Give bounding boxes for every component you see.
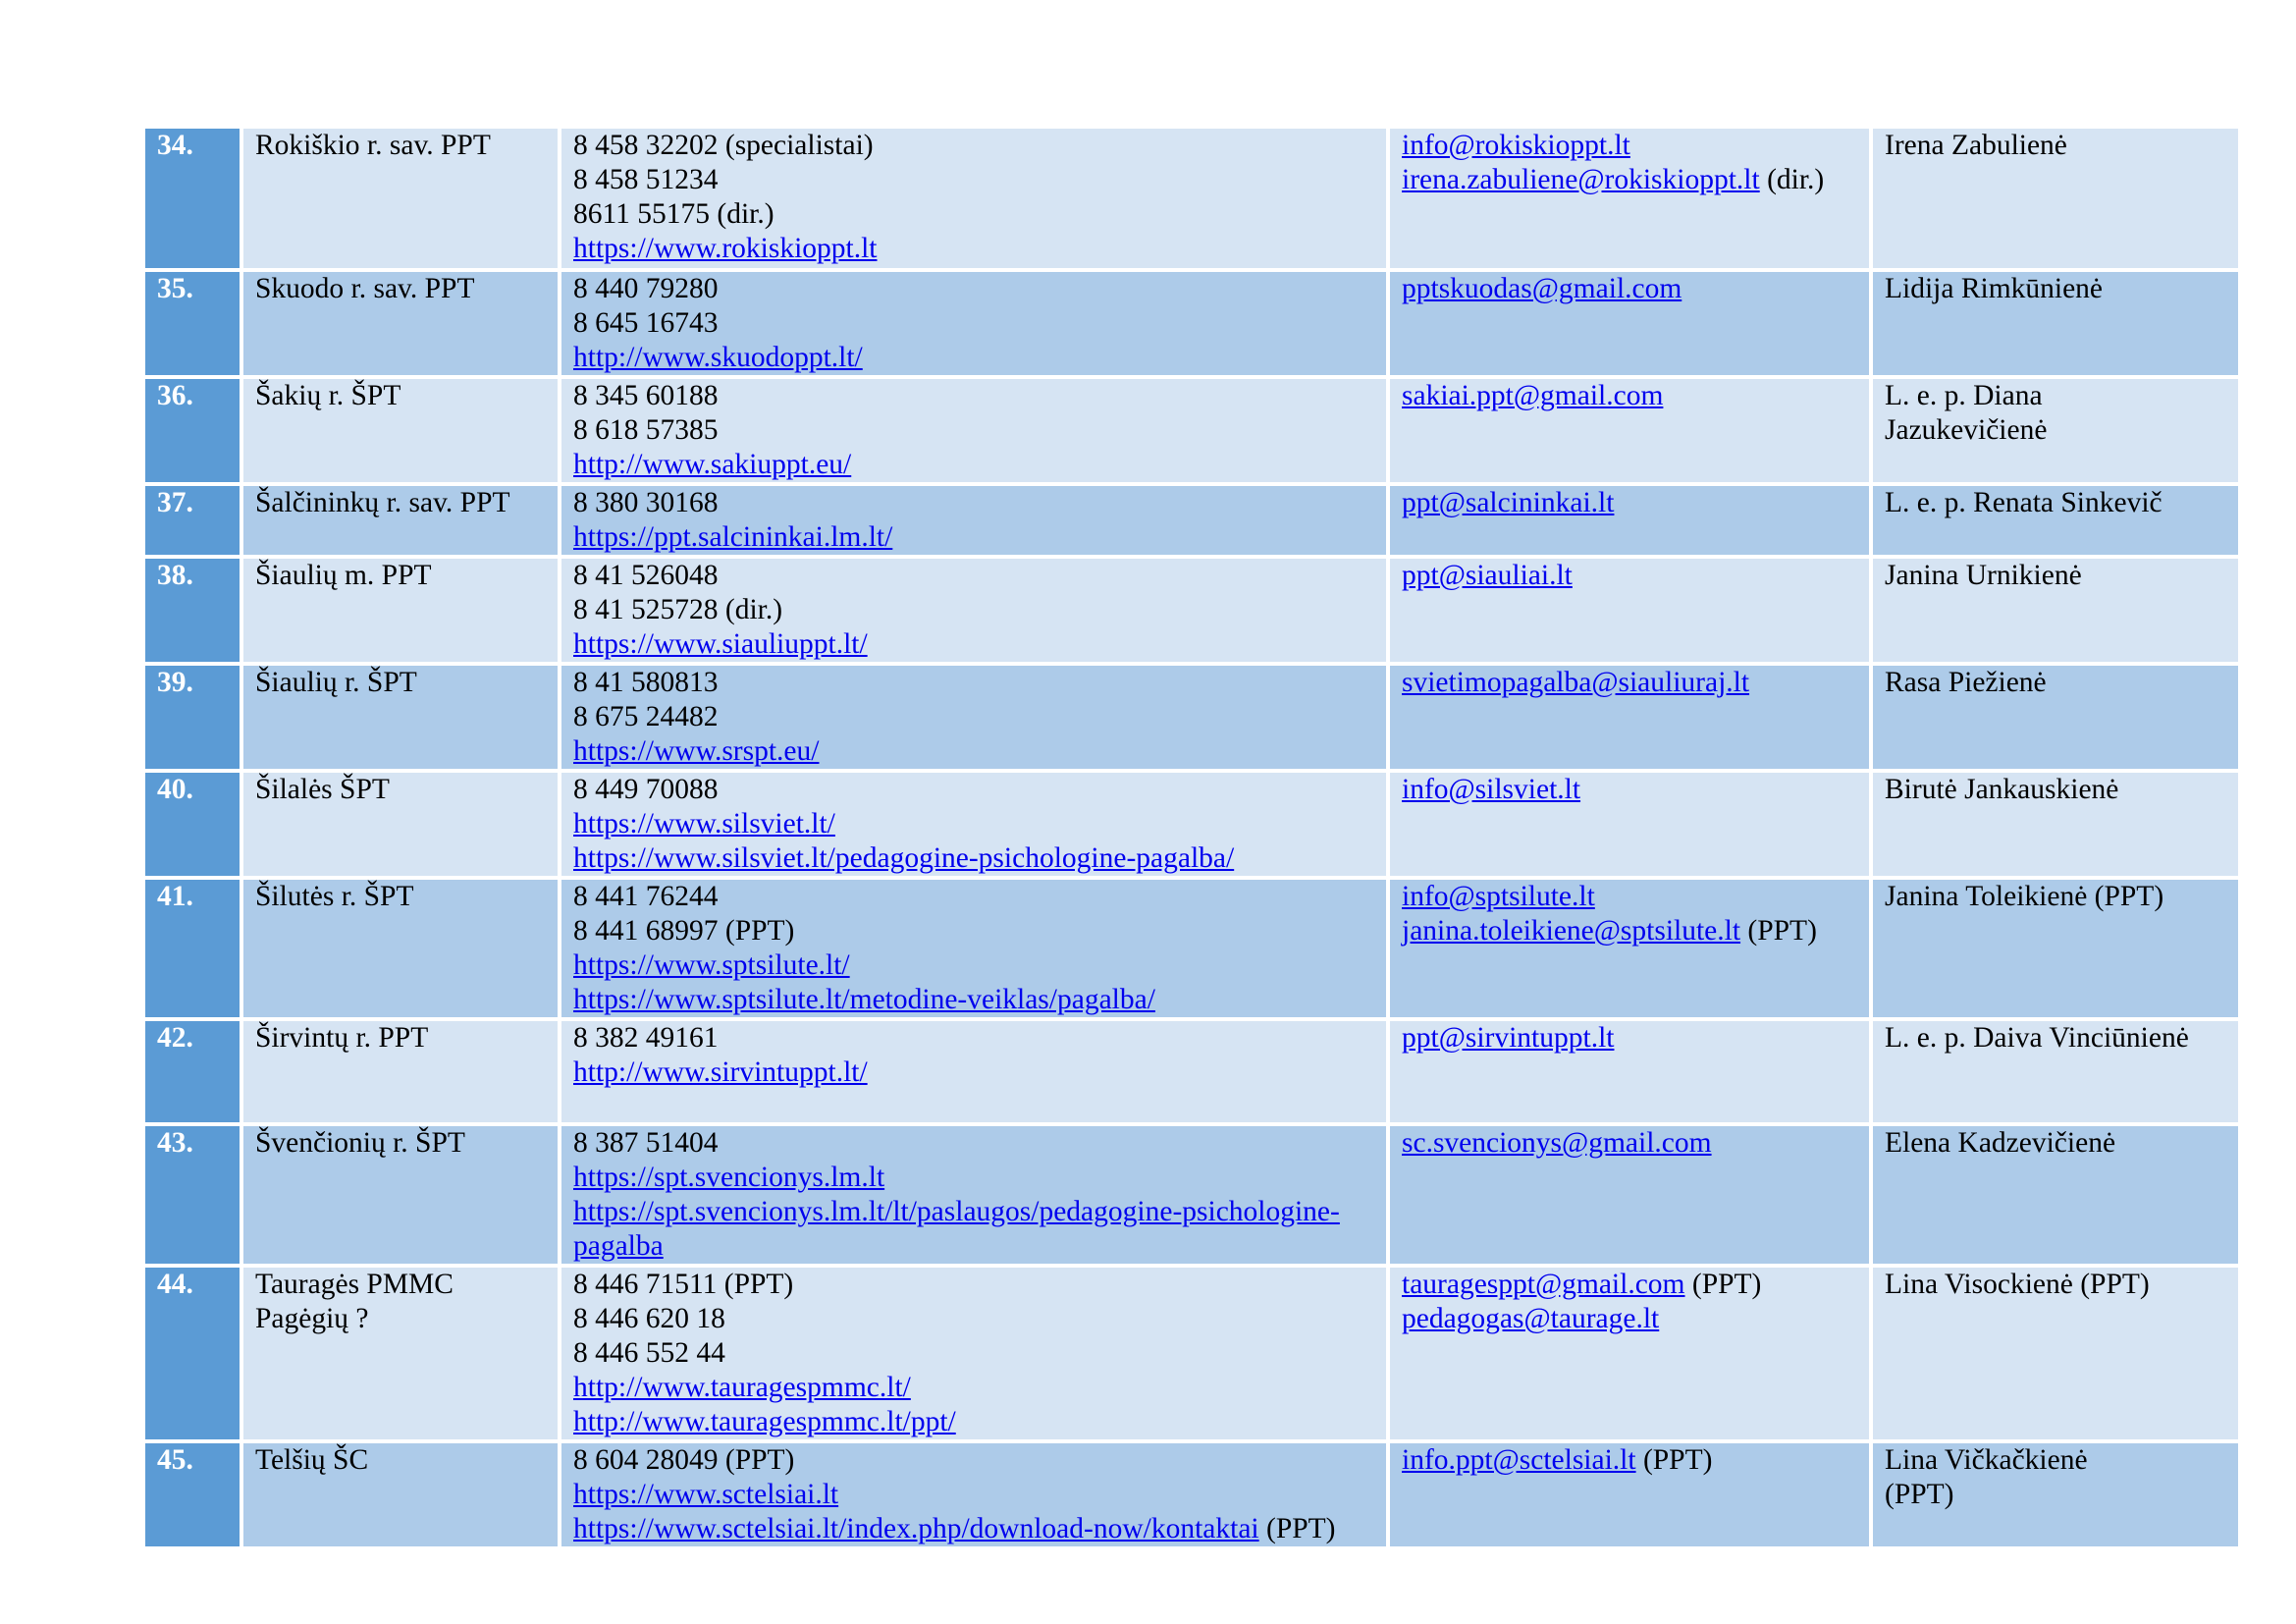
website-line xyxy=(573,1161,1378,1195)
phone-number: 8 441 76244 xyxy=(573,881,719,912)
director-name: Lidija Rimkūnienė xyxy=(1885,273,2104,304)
email-link[interactable]: ppt@siauliai.lt xyxy=(1402,560,1573,591)
table-row xyxy=(145,1443,2238,1546)
phone-number: 8 441 68997 (PPT) xyxy=(573,915,795,947)
table-row xyxy=(145,666,2238,769)
service-name-cell xyxy=(243,1126,558,1264)
director-name: (PPT) xyxy=(1885,1479,1954,1510)
website-link[interactable]: http://www.sakiuppt.eu/ xyxy=(573,449,852,480)
service-name: Skuodo r. sav. PPT xyxy=(255,273,475,304)
director-name: L. e. p. Daiva Vinciūnienė xyxy=(1885,1022,2189,1054)
email-link[interactable]: info.ppt@sctelsiai.lt xyxy=(1402,1444,1636,1476)
email-cell xyxy=(1390,559,1869,662)
website-link[interactable]: https://www.silsviet.lt/pedagogine-psichologine-pagalba/ xyxy=(573,842,1235,874)
email-cell xyxy=(1390,773,1869,876)
service-name-cell xyxy=(243,1021,558,1122)
website-link[interactable]: https://www.siauliuppt.lt/ xyxy=(573,628,868,660)
website-link[interactable]: https://www.sctelsiai.lt xyxy=(573,1479,839,1510)
website-line xyxy=(573,841,1378,876)
email-note: (dir.) xyxy=(1767,164,1825,195)
table-row xyxy=(145,486,2238,555)
service-name: Šiaulių m. PPT xyxy=(255,560,432,591)
phone-web-cell xyxy=(561,1126,1386,1264)
link-note: (PPT) xyxy=(1266,1513,1336,1544)
row-number: 41. xyxy=(145,880,240,1017)
phone-number: 8 41 525728 (dir.) xyxy=(573,594,783,625)
director-cell xyxy=(1873,272,2238,375)
email-link[interactable]: svietimopagalba@siauliuraj.lt xyxy=(1402,667,1750,698)
row-number: 35. xyxy=(145,272,240,375)
row-number: 38. xyxy=(145,559,240,662)
director-name: Janina Urnikienė xyxy=(1885,560,2082,591)
phone-web-cell xyxy=(561,559,1386,662)
table-row xyxy=(145,1126,2238,1264)
row-number: 43. xyxy=(145,1126,240,1264)
row-number: 34. xyxy=(145,129,240,268)
phone-web-cell xyxy=(561,129,1386,268)
service-name: Pagėgių ? xyxy=(255,1303,369,1334)
email-line xyxy=(1402,1302,1861,1336)
website-link[interactable]: https://spt.svencionys.lm.lt xyxy=(573,1162,885,1193)
email-link[interactable]: sc.svencionys@gmail.com xyxy=(1402,1127,1712,1159)
email-cell xyxy=(1390,666,1869,769)
website-link[interactable]: http://www.tauragespmmc.lt/ xyxy=(573,1372,911,1403)
website-line xyxy=(573,948,1378,983)
table-row xyxy=(145,880,2238,1017)
director-cell xyxy=(1873,1021,2238,1122)
website-link[interactable]: https://www.sptsilute.lt/ xyxy=(573,949,850,981)
director-cell xyxy=(1873,666,2238,769)
service-name: Šalčininkų r. sav. PPT xyxy=(255,487,510,518)
email-line xyxy=(1402,914,1861,948)
director-name: Rasa Piežienė xyxy=(1885,667,2047,698)
director-name: Birutė Jankauskienė xyxy=(1885,774,2119,805)
director-name: Lina Visockienė (PPT) xyxy=(1885,1269,2150,1300)
website-line xyxy=(573,627,1378,662)
phone-number: 8 675 24482 xyxy=(573,701,719,732)
email-link[interactable]: tauragesppt@gmail.com xyxy=(1402,1269,1685,1300)
phone-number: 8 440 79280 xyxy=(573,273,719,304)
row-number: 40. xyxy=(145,773,240,876)
email-link[interactable]: info@silsviet.lt xyxy=(1402,774,1581,805)
email-link[interactable]: sakiai.ppt@gmail.com xyxy=(1402,380,1664,411)
email-cell xyxy=(1390,272,1869,375)
service-name-cell xyxy=(243,1268,558,1439)
service-name: Šakių r. ŠPT xyxy=(255,380,401,411)
email-line xyxy=(1402,163,1861,197)
table-row xyxy=(145,559,2238,662)
phone-number: 8 618 57385 xyxy=(573,414,719,446)
website-link[interactable]: https://spt.svencionys.lm.lt/lt/paslaugos/pedagogine-psichologine-pagalba xyxy=(573,1196,1340,1262)
website-line xyxy=(573,448,1378,482)
service-name-cell xyxy=(243,666,558,769)
email-line xyxy=(1402,1126,1861,1161)
website-line xyxy=(573,341,1378,375)
service-name-cell xyxy=(243,272,558,375)
phone-web-cell xyxy=(561,1021,1386,1122)
website-link[interactable]: https://www.sptsilute.lt/metodine-veiklas/pagalba/ xyxy=(573,984,1155,1015)
website-link[interactable]: https://www.silsviet.lt/ xyxy=(573,808,835,839)
director-cell xyxy=(1873,880,2238,1017)
row-number: 36. xyxy=(145,379,240,482)
phone-web-cell xyxy=(561,1268,1386,1439)
service-name: Šilutės r. ŠPT xyxy=(255,881,414,912)
director-name: Lina Vičkačkienė xyxy=(1885,1444,2088,1476)
phone-number: 8 446 620 18 xyxy=(573,1303,725,1334)
website-line xyxy=(573,1371,1378,1405)
service-name: Šiaulių r. ŠPT xyxy=(255,667,417,698)
email-cell xyxy=(1390,1443,1869,1546)
website-link[interactable]: https://www.rokiskioppt.lt xyxy=(573,233,878,264)
email-line xyxy=(1402,1443,1861,1478)
website-line xyxy=(573,520,1378,555)
email-link[interactable]: pedagogas@taurage.lt xyxy=(1402,1303,1660,1334)
director-cell xyxy=(1873,559,2238,662)
table-row xyxy=(145,379,2238,482)
phone-web-cell xyxy=(561,666,1386,769)
director-cell xyxy=(1873,129,2238,268)
table-row xyxy=(145,272,2238,375)
table-row xyxy=(145,773,2238,876)
email-link[interactable]: info@rokiskioppt.lt xyxy=(1402,130,1630,161)
table-body xyxy=(145,129,2238,1546)
director-cell xyxy=(1873,773,2238,876)
service-name-cell xyxy=(243,880,558,1017)
director-name: Elena Kadzevičienė xyxy=(1885,1127,2116,1159)
website-link[interactable]: http://www.sirvintuppt.lt/ xyxy=(573,1056,868,1088)
director-name: Janina Toleikienė (PPT) xyxy=(1885,881,2164,912)
email-note: (PPT) xyxy=(1691,1269,1762,1300)
director-name: Jazukevičienė xyxy=(1885,414,2048,446)
row-number: 45. xyxy=(145,1443,240,1546)
email-cell xyxy=(1390,1021,1869,1122)
director-cell xyxy=(1873,1126,2238,1264)
website-link[interactable]: https://ppt.salcininkai.lm.lt/ xyxy=(573,521,893,553)
email-line xyxy=(1402,880,1861,914)
website-link[interactable]: http://www.skuodoppt.lt/ xyxy=(573,342,863,373)
phone-web-cell xyxy=(561,1443,1386,1546)
service-name: Telšių ŠC xyxy=(255,1444,369,1476)
email-link[interactable]: info@sptsilute.lt xyxy=(1402,881,1595,912)
phone-number: 8 345 60188 xyxy=(573,380,719,411)
email-line xyxy=(1402,129,1861,163)
phone-number: 8 446 552 44 xyxy=(573,1337,725,1369)
phone-number: 8 446 71511 (PPT) xyxy=(573,1269,794,1300)
director-cell xyxy=(1873,486,2238,555)
row-number: 42. xyxy=(145,1021,240,1122)
email-line xyxy=(1402,773,1861,807)
email-link[interactable]: irena.zabuliene@rokiskioppt.lt xyxy=(1402,164,1760,195)
phone-number: 8 41 580813 xyxy=(573,667,719,698)
director-name: Irena Zabulienė xyxy=(1885,130,2067,161)
email-link[interactable]: ppt@sirvintuppt.lt xyxy=(1402,1022,1615,1054)
service-name: Švenčionių r. ŠPT xyxy=(255,1127,465,1159)
phone-number: 8 387 51404 xyxy=(573,1127,719,1159)
phone-number: 8611 55175 (dir.) xyxy=(573,198,774,230)
director-cell xyxy=(1873,1268,2238,1439)
website-link[interactable]: https://www.srspt.eu/ xyxy=(573,735,820,767)
website-link[interactable]: http://www.tauragespmmc.lt/ppt/ xyxy=(573,1406,956,1437)
service-name: Tauragės PMMC xyxy=(255,1269,454,1300)
service-name: Šilalės ŠPT xyxy=(255,774,390,805)
phone-number: 8 449 70088 xyxy=(573,774,719,805)
director-cell xyxy=(1873,379,2238,482)
email-cell xyxy=(1390,129,1869,268)
service-name-cell xyxy=(243,1443,558,1546)
phone-number: 8 645 16743 xyxy=(573,307,719,339)
service-name: Širvintų r. PPT xyxy=(255,1022,429,1054)
email-line xyxy=(1402,666,1861,700)
email-link[interactable]: ppt@salcininkai.lt xyxy=(1402,487,1615,518)
director-cell xyxy=(1873,1443,2238,1546)
table-row xyxy=(145,1021,2238,1122)
website-line xyxy=(573,232,1378,266)
director-name: L. e. p. Renata Sinkevič xyxy=(1885,487,2163,518)
phone-number: 8 380 30168 xyxy=(573,487,719,518)
row-number: 44. xyxy=(145,1268,240,1439)
website-line xyxy=(573,1512,1378,1546)
email-line xyxy=(1402,272,1861,306)
email-note: (PPT) xyxy=(1747,915,1817,947)
director-name: L. e. p. Diana xyxy=(1885,380,2043,411)
phone-number: 8 458 32202 (specialistai) xyxy=(573,130,874,161)
website-line xyxy=(573,1478,1378,1512)
website-link[interactable]: https://www.sctelsiai.lt/index.php/download-now/kontaktai xyxy=(573,1513,1259,1544)
email-cell xyxy=(1390,486,1869,555)
website-line xyxy=(573,1405,1378,1439)
phone-number: 8 458 51234 xyxy=(573,164,719,195)
phone-number: 8 41 526048 xyxy=(573,560,719,591)
email-line xyxy=(1402,1268,1861,1302)
phone-web-cell xyxy=(561,486,1386,555)
service-name: Rokiškio r. sav. PPT xyxy=(255,130,491,161)
email-line xyxy=(1402,559,1861,593)
phone-number: 8 604 28049 (PPT) xyxy=(573,1444,795,1476)
email-link[interactable]: janina.toleikiene@sptsilute.lt xyxy=(1402,915,1741,947)
website-line xyxy=(573,734,1378,769)
email-line xyxy=(1402,486,1861,520)
phone-number: 8 382 49161 xyxy=(573,1022,719,1054)
email-line xyxy=(1402,1021,1861,1056)
ppt-contacts-table xyxy=(141,125,2242,1550)
table-row xyxy=(145,129,2238,268)
email-line xyxy=(1402,379,1861,413)
email-cell xyxy=(1390,1268,1869,1439)
phone-web-cell xyxy=(561,379,1386,482)
table-row xyxy=(145,1268,2238,1439)
service-name-cell xyxy=(243,129,558,268)
phone-web-cell xyxy=(561,773,1386,876)
website-line xyxy=(573,807,1378,841)
website-line xyxy=(573,1195,1378,1264)
service-name-cell xyxy=(243,379,558,482)
row-number: 39. xyxy=(145,666,240,769)
website-line xyxy=(573,1056,1378,1090)
phone-web-cell xyxy=(561,272,1386,375)
service-name-cell xyxy=(243,559,558,662)
service-name-cell xyxy=(243,486,558,555)
website-line xyxy=(573,983,1378,1017)
row-number: 37. xyxy=(145,486,240,555)
email-note: (PPT) xyxy=(1642,1444,1713,1476)
email-cell xyxy=(1390,379,1869,482)
email-link[interactable]: pptskuodas@gmail.com xyxy=(1402,273,1682,304)
email-cell xyxy=(1390,1126,1869,1264)
email-cell xyxy=(1390,880,1869,1017)
service-name-cell xyxy=(243,773,558,876)
phone-web-cell xyxy=(561,880,1386,1017)
